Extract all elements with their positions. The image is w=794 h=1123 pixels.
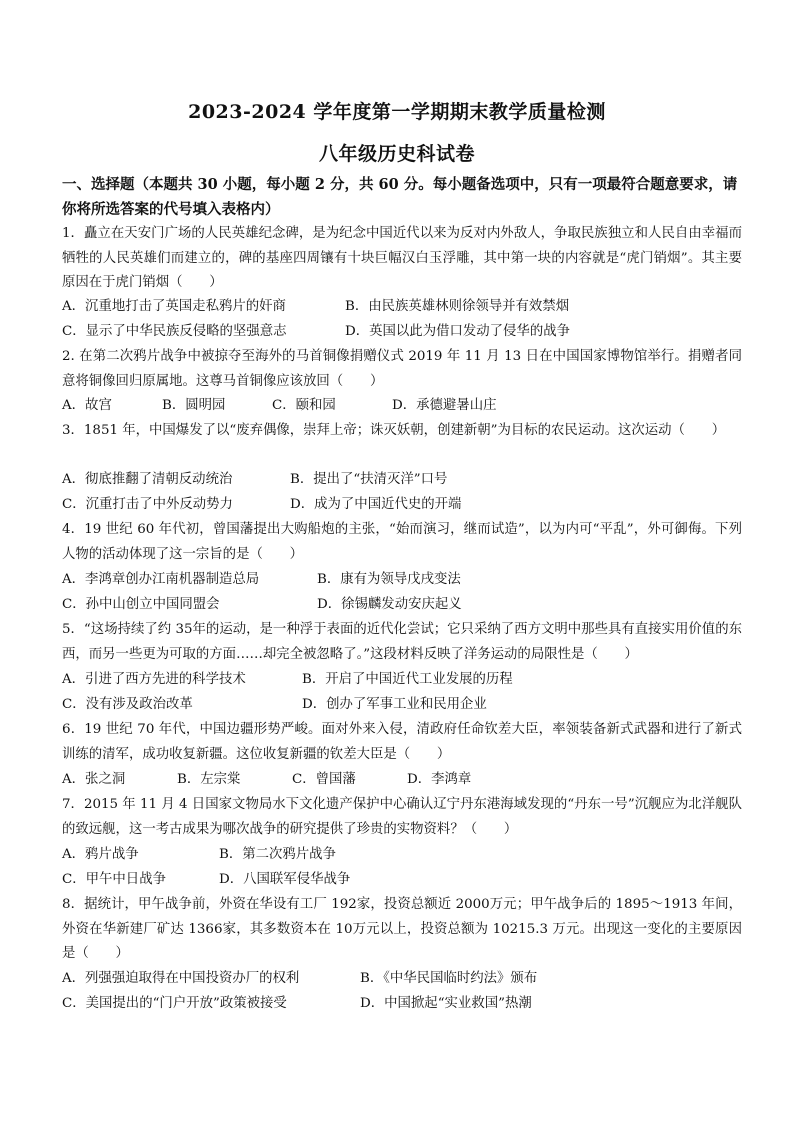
question-3-stem: 3．1851 年，中国爆发了以“废弃偶像，崇拜上帝；诛灭妖朝，创建新朝”为目标的农民运动。这次运动（ ）: [62, 423, 726, 438]
question-4-option-d: D．徐锡麟发动安庆起义: [317, 597, 462, 612]
question-3-option-a: A．彻底推翻了清朝反动统治: [62, 472, 233, 487]
question-5-option-a: A．引进了西方先进的科学技术: [62, 672, 246, 687]
question-3-option-c: C．沉重打击了中外反动势力: [62, 497, 233, 512]
question-4-option-c: C．孙中山创立中国同盟会: [62, 597, 220, 612]
question-1-stem: 1．矗立在天安门广场的人民英雄纪念碑，是为纪念中国近代以来为反对内外敌人，争取民族独立和人民自由幸福而牺牲的人民英雄们而建立的，碑的基座四周镶有十块巨幅汉白玉浮雕，其中第一块的内容就是“虎门销烟”。其主要原因在于虎门销烟（ ）: [62, 226, 742, 291]
question-8-option-c: C．美国提出的“门户开放”政策被接受: [62, 996, 287, 1011]
question-8-stem: 8．据统计，甲午战争前，外资在华设有工厂 192家，投资总额近 2000万元；甲午战争后的 1895～1913 年间，外资在华新建厂矿达 1366家，其多数资本在 10万元以上，投资总额为 10215.3 万元。出现这一变化的主要原因是（ ）: [62, 897, 742, 962]
question-5-option-c: C．没有涉及政治改革: [62, 697, 193, 712]
question-8-option-b: B．《中华民国临时约法》颁布: [360, 971, 538, 986]
question-2-option-b: B．圆明园: [162, 398, 226, 413]
question-1-option-b: B．由民族英雄林则徐领导并有效禁烟: [345, 299, 570, 314]
question-2-option-d: D．承德避暑山庄: [392, 398, 497, 413]
question-5-option-b: B．开启了中国近代工业发展的历程: [302, 672, 513, 687]
question-3-option-d: D．成为了中国近代史的开端: [290, 497, 462, 512]
exam-title: 2023-2024 学年度第一学期期末教学质量检测: [188, 101, 606, 123]
question-6-option-c: C．曾国藩: [292, 772, 356, 787]
question-1-option-c: C．显示了中华民族反侵略的坚强意志: [62, 324, 287, 339]
question-6-option-a: A．张之洞: [62, 772, 126, 787]
question-7-option-a: A．鸦片战争: [62, 847, 139, 862]
question-1-option-d: D．英国以此为借口发动了侵华的战争: [345, 324, 570, 339]
question-2-option-c: C．颐和园: [272, 398, 336, 413]
exam-subtitle: 八年级历史科试卷: [318, 143, 475, 165]
question-1-option-a: A．沉重地打击了英国走私鸦片的奸商: [62, 299, 286, 314]
section-heading: 一、选择题（本题共 30 小题，每小题 2 分，共 60 分。每小题备选项中，只有一项最符合题意要求，请你将所选答案的代号填入表格内）: [62, 176, 738, 218]
question-4-stem: 4．19 世纪 60 年代初，曾国藩提出大购船炮的主张，“始而演习，继而试造”，以为内可“平乱”，外可御侮。下列人物的活动体现了这一宗旨的是（ ）: [62, 522, 742, 562]
question-6-option-d: D．李鸿章: [407, 772, 472, 787]
question-4-option-a: A．李鸿章创办江南机器制造总局: [62, 572, 260, 587]
question-8-option-d: D．中国掀起“实业救国”热潮: [360, 996, 532, 1011]
question-7-option-d: D．八国联军侵华战争: [219, 872, 351, 887]
question-3-option-b: B．提出了“扶清灭洋”口号: [290, 472, 448, 487]
question-6-stem: 6．19 世纪 70 年代，中国边疆形势严峻。面对外来入侵，清政府任命钦差大臣，率领装备新式武器和进行了新式训练的清军，成功收复新疆。这位收复新疆的钦差大臣是（ ）: [62, 722, 742, 762]
question-7-stem: 7．2015 年 11 月 4 日国家文物局水下文化遗产保护中心确认辽宁丹东港海域发现的“丹东一号”沉舰应为北洋舰队的致远舰，这一考古成果为哪次战争的研究提供了珍贵的实物资料？（ ）: [62, 797, 742, 837]
question-7-option-c: C．甲午中日战争: [62, 872, 166, 887]
question-2-stem: 2. 在第二次鸦片战争中被掠夺至海外的马首铜像捐赠仪式 2019 年 11 月 13 日在中国国家博物馆举行。捐赠者同意将铜像回归原属地。这尊马首铜像应该放回（ ）: [62, 349, 742, 389]
question-4-option-b: B．康有为领导戊戌变法: [317, 572, 461, 587]
question-5-option-d: D．创办了军事工业和民用企业: [302, 697, 487, 712]
question-2-option-a: A．故宫: [62, 398, 112, 413]
question-7-option-b: B．第二次鸦片战争: [219, 847, 336, 862]
question-6-option-b: B．左宗棠: [177, 772, 241, 787]
question-5-stem: 5．“这场持续了约 35年的运动，是一种浮于表面的近代化尝试；它只采纳了西方文明中那些具有直接实用价值的东西，而另一些更为可取的方面……却完全被忽略了。”这段材料反映了洋务运动的局限性是（ ）: [62, 622, 742, 662]
question-8-option-a: A．列强强迫取得在中国投资办厂的权利: [62, 971, 300, 986]
